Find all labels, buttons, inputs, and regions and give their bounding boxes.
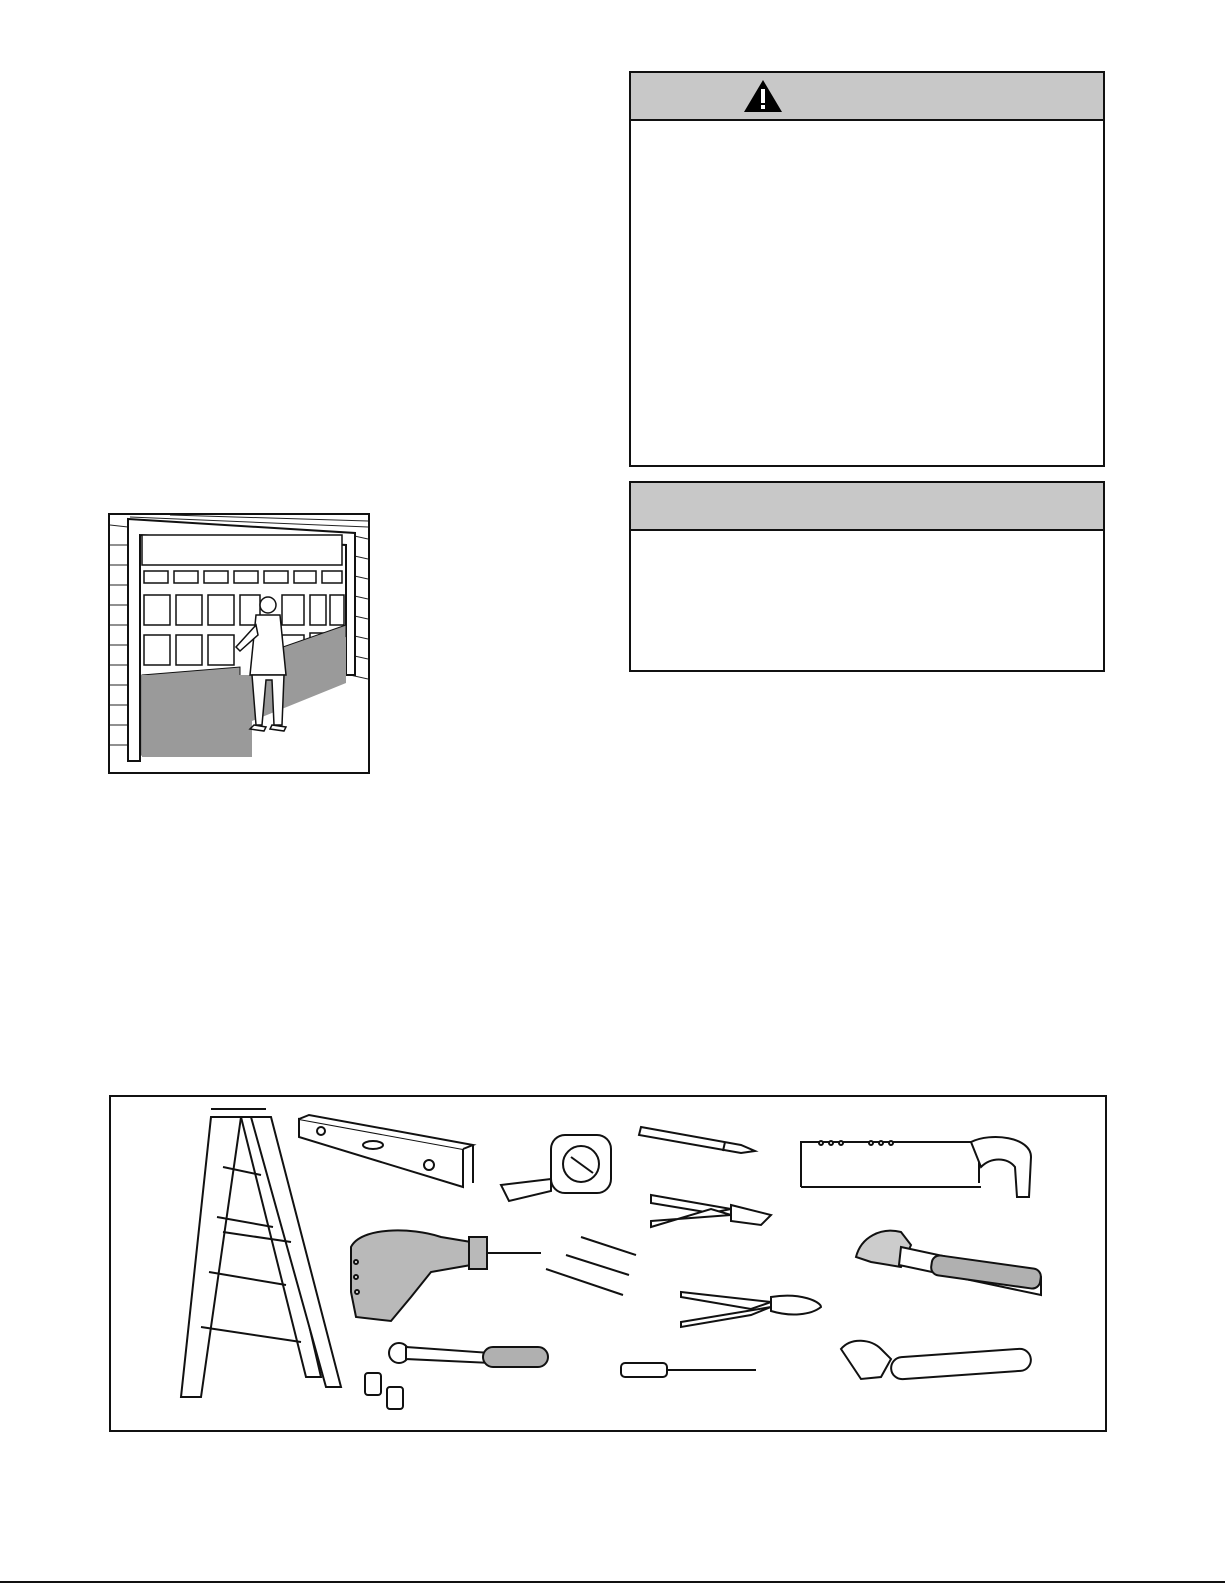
hacksaw-icon (801, 1137, 1031, 1197)
tools-illustration (109, 1095, 1107, 1432)
caution-header (631, 483, 1103, 531)
stepladder-icon (181, 1109, 341, 1397)
adjustable-wrench-icon (841, 1341, 1032, 1380)
warning-panel (629, 71, 1105, 467)
warning-triangle-icon (743, 79, 783, 113)
pencil-icon (639, 1127, 755, 1153)
page-bottom-rule (0, 1581, 1225, 1583)
caution-panel (629, 481, 1105, 672)
warning-header (631, 73, 1103, 121)
drill-icon (351, 1230, 541, 1321)
tape-measure-icon (501, 1135, 611, 1201)
pliers-icon (681, 1292, 821, 1327)
garage-door-illustration (108, 513, 370, 774)
wire-cutter-icon (651, 1195, 771, 1227)
level-icon (299, 1115, 473, 1187)
screwdriver-icon (621, 1363, 756, 1377)
sockets-icon (365, 1373, 403, 1409)
socket-wrench-icon (389, 1343, 548, 1367)
drill-bits-icon (546, 1237, 636, 1295)
hammer-icon (856, 1231, 1042, 1295)
